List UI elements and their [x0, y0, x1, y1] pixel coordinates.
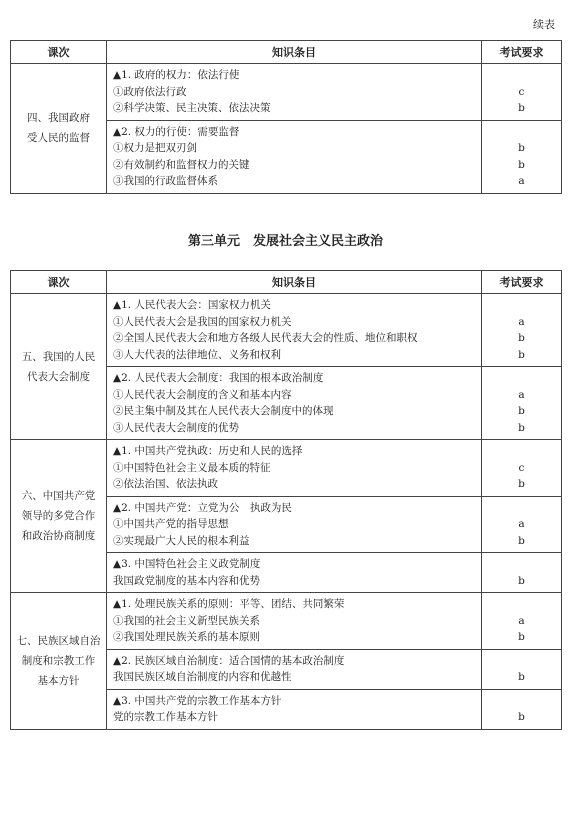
knowledge-item-heading: ▲1. 政府的权力：依法行使: [113, 69, 240, 81]
requirement-cell: [482, 649, 562, 689]
requirement-level: b: [518, 574, 525, 587]
table-header-row: [11, 41, 562, 64]
lesson-name-line: 领导的多党合作: [21, 510, 96, 522]
requirement-level: b: [518, 142, 525, 154]
header-items: 知识条目: [107, 271, 482, 294]
requirement-cell: [482, 593, 562, 650]
knowledge-item: ②科学决策、民主决策、依法决策: [113, 102, 271, 114]
knowledge-items-cell: [107, 294, 482, 367]
requirement-level: c: [518, 461, 525, 474]
lesson-cell: [11, 593, 107, 730]
requirement-level: a: [518, 175, 525, 187]
table-row: [11, 593, 562, 650]
knowledge-item-heading: ▲3. 中国共产党的宗教工作基本方针: [113, 694, 282, 707]
knowledge-item: 我国民族区域自治制度的内容和优越性: [113, 671, 292, 683]
lesson-name-line: 和政治协商制度: [21, 530, 96, 542]
requirement-level: [482, 370, 561, 387]
lesson-name-line: 四、我国政府: [27, 112, 90, 125]
requirement-level: b: [518, 671, 525, 683]
requirement-cell: [482, 496, 562, 553]
knowledge-item: ②有效制约和监督权力的关键: [113, 158, 250, 171]
continued-label: 续表: [533, 18, 555, 31]
lesson-cell: [11, 294, 107, 440]
lesson-name-line: 受人民的监督: [27, 132, 90, 145]
knowledge-item: 党的宗教工作基本方针: [113, 711, 218, 723]
knowledge-item: ①政府依法行政: [113, 85, 187, 98]
knowledge-items-cell: [107, 553, 482, 593]
requirement-level: b: [518, 631, 525, 643]
knowledge-item: ①中国特色社会主义最本质的特征: [113, 461, 271, 474]
knowledge-item-heading: ▲1. 中国共产党执政：历史和人民的选择: [113, 445, 303, 457]
knowledge-item: ②实现最广大人民的根本利益: [113, 534, 250, 547]
requirement-level: b: [518, 711, 525, 723]
knowledge-item: ①权力是把双刃剑: [113, 142, 197, 154]
requirement-level: [482, 124, 561, 141]
requirement-level: a: [518, 315, 525, 328]
table-row: [11, 64, 562, 121]
knowledge-item: ②全国人民代表大会和地方各级人民代表大会的性质、地位和职权: [113, 332, 418, 344]
requirement-level: [482, 297, 561, 314]
requirement-level: [482, 653, 561, 670]
requirement-level: b: [518, 158, 525, 171]
knowledge-items-cell: [107, 689, 482, 729]
table-row: [11, 294, 562, 367]
lesson-name-line: 五、我国的人民: [21, 350, 96, 363]
header-lesson: 课次: [11, 271, 107, 294]
table-row: [11, 440, 562, 497]
knowledge-item: 我国政党制度的基本内容和优势: [113, 574, 260, 587]
requirement-level: b: [518, 102, 525, 114]
header-items: 知识条目: [107, 41, 482, 64]
requirement-level: b: [518, 534, 525, 547]
requirement-level: [482, 443, 561, 460]
requirement-cell: [482, 367, 562, 440]
knowledge-item: ①人民代表大会制度的含义和基本内容: [113, 388, 292, 401]
syllabus-table-1: [10, 40, 562, 194]
knowledge-items-cell: [107, 496, 482, 553]
lesson-name-line: 基本方针: [37, 674, 80, 687]
knowledge-item: ③人民代表大会制度的优势: [113, 421, 239, 434]
knowledge-item: ①中国共产党的指导思想: [113, 518, 229, 530]
requirement-cell: [482, 294, 562, 367]
header-requirement: 考试要求: [482, 271, 562, 294]
knowledge-item-heading: ▲2. 民族区域自治制度：适合国情的基本政治制度: [113, 654, 345, 667]
knowledge-item: ③我国的行政监督体系: [113, 175, 218, 187]
lesson-cell: [11, 64, 107, 194]
knowledge-items-cell: [107, 120, 482, 193]
knowledge-item: ①我国的社会主义新型民族关系: [113, 614, 260, 627]
requirement-level: a: [518, 518, 525, 530]
knowledge-item: ②民主集中制及其在人民代表大会制度中的体现: [113, 405, 334, 417]
requirement-level: [482, 556, 561, 573]
unit-title: 第三单元 发展社会主义民主政治: [187, 234, 383, 249]
lesson-name-line: 制度和宗教工作: [21, 654, 96, 667]
knowledge-items-cell: [107, 593, 482, 650]
knowledge-item: ②依法治国、依法执政: [113, 478, 218, 490]
requirement-cell: [482, 440, 562, 497]
requirement-level: a: [518, 388, 525, 401]
knowledge-items-cell: [107, 440, 482, 497]
requirement-cell: [482, 689, 562, 729]
requirement-level: [482, 693, 561, 710]
header-requirement: 考试要求: [482, 41, 562, 64]
requirement-level: b: [518, 348, 525, 361]
requirement-cell: [482, 553, 562, 593]
knowledge-items-cell: [107, 649, 482, 689]
table-header-row: [11, 271, 562, 294]
requirement-level: [482, 500, 561, 517]
requirement-level: [482, 596, 561, 613]
knowledge-item-heading: ▲3. 中国特色社会主义政党制度: [113, 558, 261, 570]
header-lesson: 课次: [11, 41, 107, 64]
requirement-level: c: [518, 85, 525, 98]
knowledge-item-heading: ▲1. 处理民族关系的原则：平等、团结、共同繁荣: [113, 598, 345, 610]
requirement-cell: [482, 120, 562, 193]
requirement-level: b: [518, 332, 525, 344]
knowledge-item: ②我国处理民族关系的基本原则: [113, 631, 260, 643]
knowledge-item-heading: ▲2. 人民代表大会制度：我国的根本政治制度: [113, 372, 324, 384]
knowledge-item-heading: ▲2. 权力的行使：需要监督: [113, 125, 240, 138]
knowledge-items-cell: [107, 64, 482, 121]
knowledge-item: ①人民代表大会是我国的国家权力机关: [113, 315, 292, 328]
requirement-level: [482, 67, 561, 84]
requirement-level: b: [518, 478, 525, 490]
syllabus-table-2: [10, 270, 562, 730]
requirement-level: a: [518, 614, 525, 627]
knowledge-item-heading: ▲1. 人民代表大会：国家权力机关: [113, 299, 271, 311]
knowledge-items-cell: [107, 367, 482, 440]
lesson-name-line: 七、民族区域自治: [16, 634, 101, 647]
knowledge-item: ③人大代表的法律地位、义务和权利: [113, 348, 281, 361]
lesson-cell: [11, 440, 107, 593]
requirement-cell: [482, 64, 562, 121]
requirement-level: b: [518, 405, 525, 417]
lesson-name-line: 代表大会制度: [27, 370, 90, 383]
requirement-level: b: [518, 421, 525, 434]
knowledge-item-heading: ▲2. 中国共产党：立党为公 执政为民: [113, 501, 292, 514]
lesson-name-line: 六、中国共产党: [21, 490, 96, 502]
